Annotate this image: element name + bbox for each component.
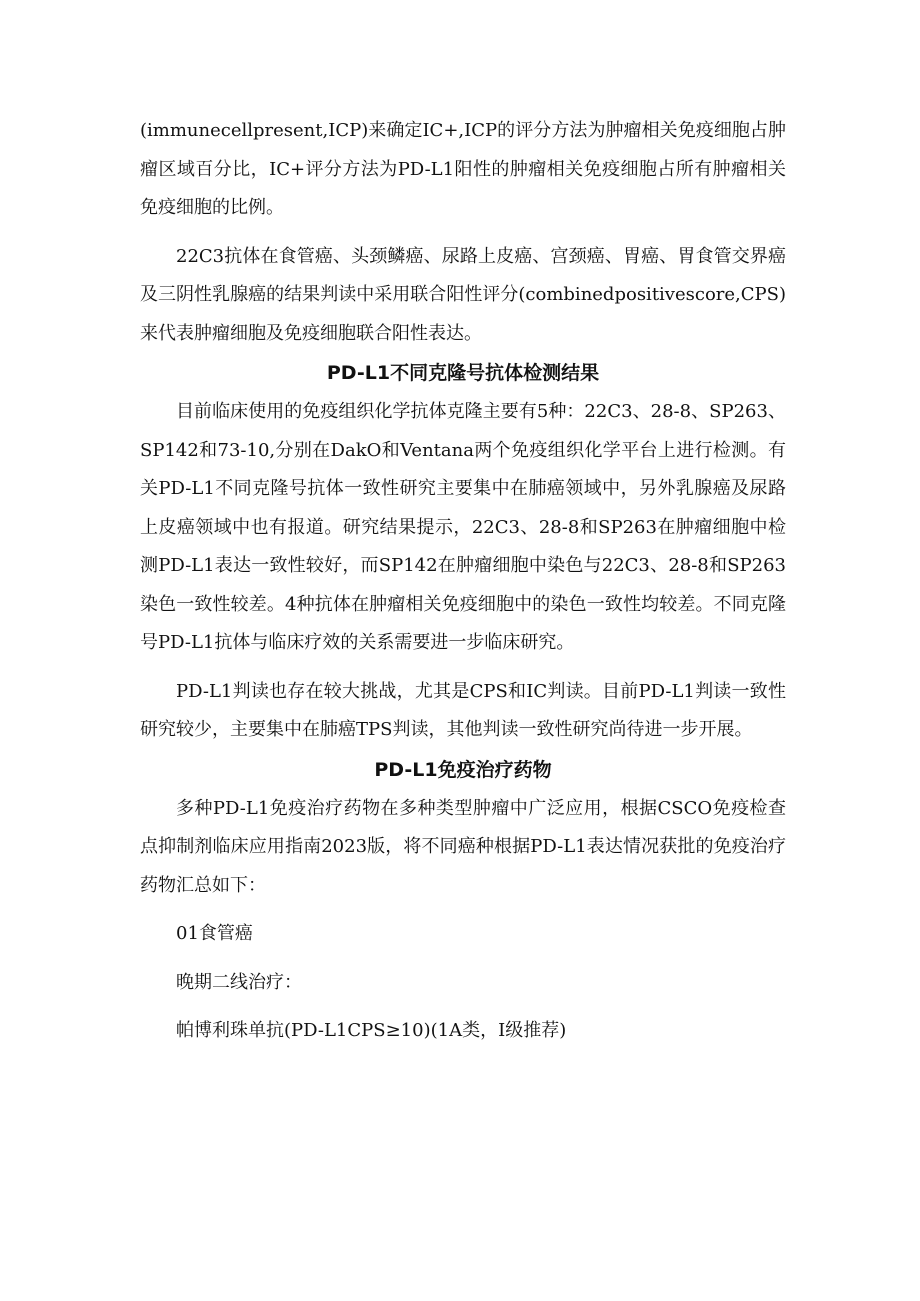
list-item-second-line: 晚期二线治疗： bbox=[176, 971, 302, 993]
paragraph-antibody-clones: 目前临床使用的免疫组织化学抗体克隆主要有5种：22C3、28-8、SP263、SP142和73-10,分别在DakO和Ventana两个免疫组织化学平台上进行检测。有关PD-L1不同克隆号抗体一致性研究主要集中在肺癌领域中，另外乳腺癌及尿路上皮癌领域中也有报道。研究结果提示，22C3、28-8和SP263在肿瘤细胞中检测PD-L1表达一致性较好，而SP142在肿瘤细胞中染色与22C3、28-8和SP263染色一致性较差。4种抗体在肿瘤相关免疫细胞中的染色一致性均较差。不同克隆号PD-L1抗体与临床疗效的关系需要进一步临床研究。 bbox=[140, 401, 786, 653]
list-item-pembrolizumab: 帕博利珠单抗(PD-L1CPS≥10)(1A类，I级推荐) bbox=[176, 1020, 567, 1041]
list-item-esophageal-cancer: 01食管癌 bbox=[176, 923, 253, 944]
section-heading-antibody-results: PD-L1不同克隆号抗体检测结果 bbox=[326, 362, 600, 384]
paragraph-interpretation-challenges: PD-L1判读也存在较大挑战，尤其是CPS和IC判读。目前PD-L1判读一致性研究较少，主要集中在肺癌TPS判读，其他判读一致性研究尚待进一步开展。 bbox=[140, 680, 786, 740]
paragraph-icp-definition: (immunecellpresent,ICP)来确定IC+,ICP的评分方法为肿瘤相关免疫细胞占肿瘤区域百分比，IC+评分方法为PD-L1阳性的肿瘤相关免疫细胞占所有肿瘤相关免疫细胞的比例。 bbox=[140, 120, 786, 218]
section-heading-immunotherapy-drugs: PD-L1免疫治疗药物 bbox=[374, 758, 552, 781]
paragraph-drug-summary: 多种PD-L1免疫治疗药物在多种类型肿瘤中广泛应用，根据CSCO免疫检查点抑制剂临床应用指南2023版，将不同癌种根据PD-L1表达情况获批的免疫治疗药物汇总如下： bbox=[140, 797, 786, 896]
document-body bbox=[140, 112, 786, 1051]
paragraph-22c3-cps: 22C3抗体在食管癌、头颈鳞癌、尿路上皮癌、宫颈癌、胃癌、胃食管交界癌及三阴性乳腺癌的结果判读中采用联合阳性评分(combinedpositivescore,CPS)来代表肿瘤细胞及免疫细胞联合阳性表达。 bbox=[140, 245, 786, 344]
